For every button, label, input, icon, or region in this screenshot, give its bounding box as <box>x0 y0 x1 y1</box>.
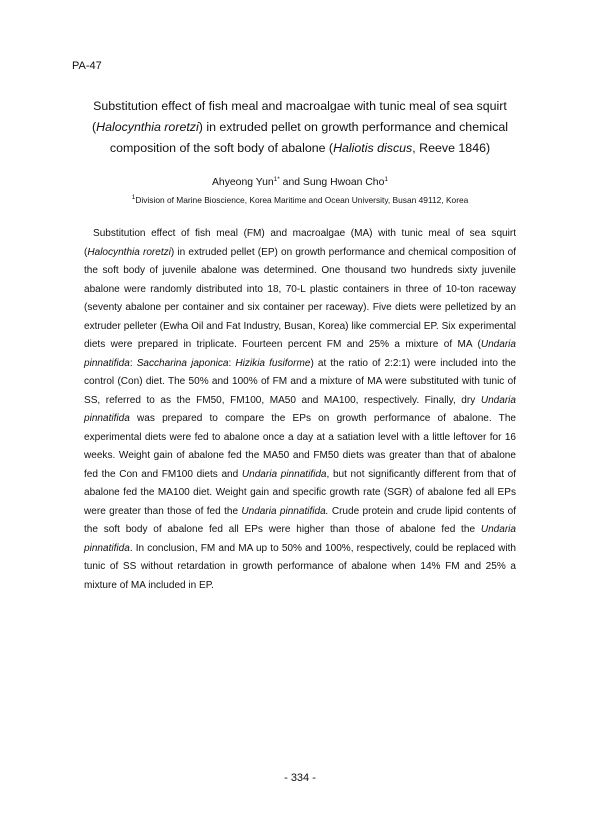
author-list: Ahyeong Yun$^{1*}$ and Sung Hwoan Cho$^1$ <box>212 176 388 188</box>
affiliation: $^1$Division of Marine Bioscience, Korea Maritime and Ocean University, Busan 49112, Korea <box>131 194 469 205</box>
page-number: - 334 - <box>284 772 316 784</box>
paper-code: PA-47 <box>72 60 102 72</box>
species-name: Halocynthia roretzi <box>96 120 199 134</box>
abstract-body: Substitution effect of fish meal (FM) and macroalgae (MA) with tunic meal of sea squirt (Halocynthia roretzi) in extruded pellet (EP) on growth performance and chemical composition of the soft body of juvenile abalone was determined. One thousand two hundreds sixty juvenile abalone were randomly distributed into 18, 70-L plastic containers in three of 10-ton raceway (seventy abalone per container and six container per raceway). Five diets were pelletized by an extruder pelleter (Ewha Oil and Fat Industry, Busan, Korea) like commercial EP. Six experimental diets were prepared in triplicate. Fourteen percent FM and 25% a mixture of MA (Undaria pinnatifida: Saccharina japonica: Hizikia fusiforme) at the ratio of 2:2:1) were included into the control (Con) diet. The 50% and 100% of FM and a mixture of MA were substituted with tunic of SS, referred to as the FM50, FM100, MA50 and MA100, respectively. Finally, dry Undaria pinnatifida was prepared to compare the EPs on growth performance of abalone. The experimental diets were fed to abalone once a day at a satiation level with a little leftover for 16 weeks. Weight gain of abalone fed the MA50 and FM50 diets was greater than that of abalone fed the Con and FM100 diets and Undaria pinnatifida, but not significantly different from that of abalone fed the MA100 diet. Weight gain and specific growth rate (SGR) of abalone fed all EPs were greater than those of fed the Undaria pinnatifida. Crude protein and crude lipid contents of the soft body of abalone fed all EPs were higher than those of abalone fed the Undaria pinnatifida. In conclusion, FM and MA up to 50% and 100%, respectively, could be replaced with tunic of SS without retardation in growth performance of abalone when 14% FM and 25% a mixture of MA included in EP. <box>84 228 517 591</box>
author-name: Sung Hwoan Cho <box>302 177 385 188</box>
species-name: Haliotis discus <box>333 141 413 155</box>
author-name: Ahyeong Yun <box>212 177 274 188</box>
paper-title: Substitution effect of fish meal and macroalgae with tunic meal of sea squirt (Halocynthia roretzi) in extruded pellet on growth performance and chemical composition of the soft body of abalone (Haliotis discus, Reeve 1846) <box>91 99 508 155</box>
